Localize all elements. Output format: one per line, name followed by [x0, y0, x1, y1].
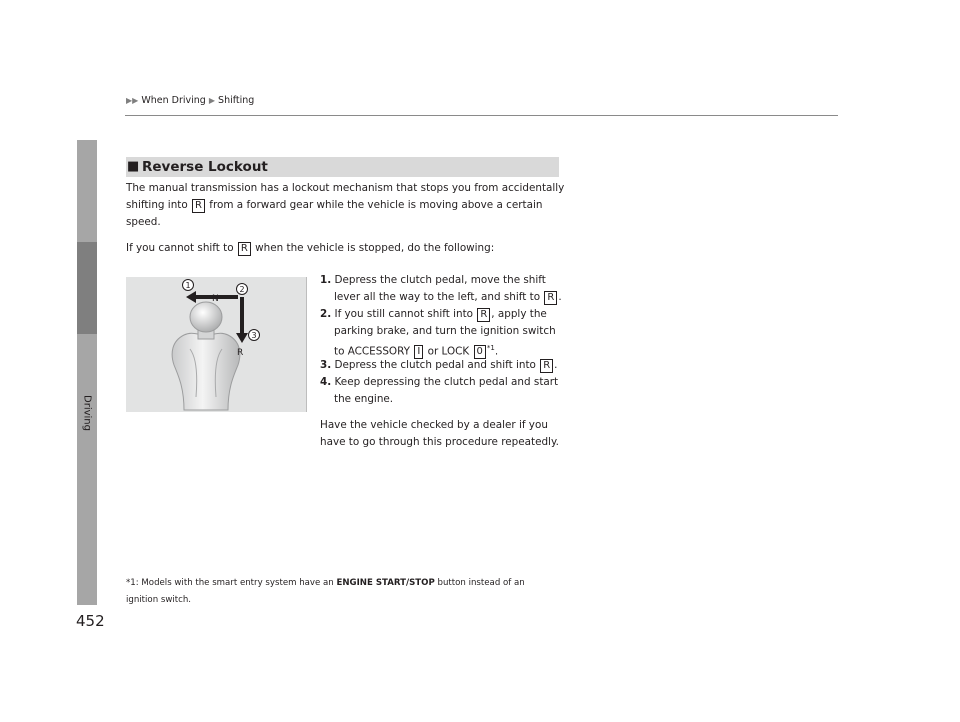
step-text: , apply the [491, 308, 547, 320]
reverse-key-icon: R [238, 242, 251, 256]
chapter-sidebar-marker [77, 242, 97, 334]
reverse-key-icon: R [540, 359, 553, 373]
breadcrumb-arrow-icon: ▶▶ [126, 96, 139, 105]
footnote-ref[interactable]: *1 [486, 344, 495, 352]
reverse-key-icon: R [544, 291, 557, 305]
lock-key-icon: 0 [474, 345, 486, 359]
intro-text: shifting into [126, 199, 188, 211]
footnote-text: button instead of an [437, 578, 525, 588]
step-1-line-2: lever all the way to the left, and shift to R . [334, 291, 562, 303]
intro-line-1: The manual transmission has a lockout mechanism that stops you from accidentally [126, 182, 565, 194]
section-heading [126, 157, 559, 177]
reverse-key-icon: R [477, 308, 490, 322]
step-text: lever all the way to the left, and shift to [334, 291, 541, 303]
section-title: Reverse Lockout [142, 159, 268, 175]
step-2-line-2: parking brake, and turn the ignition switch [334, 325, 556, 337]
cannot-shift-text: If you cannot shift to [126, 242, 234, 254]
cannot-shift-line [126, 240, 494, 257]
step-text: Depress the clutch pedal, move the shift [334, 274, 546, 286]
step-number: 4. [320, 376, 332, 388]
intro-line-2 [126, 197, 542, 214]
gear-label-n: N [212, 294, 219, 304]
breadcrumb-level2[interactable]: Shifting [218, 95, 255, 106]
callout-3: 3 [251, 331, 257, 340]
step-number: 2. [320, 308, 332, 320]
shift-lever-illustration [126, 277, 307, 412]
chapter-sidebar [77, 140, 97, 605]
step-4-line-2: the engine. [334, 393, 394, 405]
step-3-line-1: 3. Depress the clutch pedal and shift into R . [320, 359, 558, 371]
dealer-line-1: Have the vehicle checked by a dealer if you [320, 419, 548, 431]
footnote-bold-text: ENGINE START/STOP [336, 578, 435, 588]
section-square-icon: ■ [127, 159, 140, 174]
step-text: or LOCK [427, 345, 470, 358]
page-number: 452 [76, 612, 105, 630]
cannot-shift-text: when the vehicle is stopped, do the following: [255, 242, 495, 254]
step-text: to ACCESSORY [334, 345, 411, 358]
callout-1: 1 [185, 281, 191, 290]
step-text: Keep depressing the clutch pedal and start [334, 376, 559, 388]
intro-text: from a forward gear while the vehicle is moving above a certain [209, 199, 543, 211]
dealer-line-2: have to go through this procedure repeatedly. [320, 436, 559, 448]
shift-lever-icon [126, 277, 306, 412]
step-text: Depress the clutch pedal and shift into [334, 359, 536, 371]
reverse-key-icon: R [192, 199, 205, 213]
step-2-line-1 [320, 306, 547, 322]
header-divider [125, 115, 838, 116]
gear-label-r: R [237, 348, 244, 358]
breadcrumb [126, 95, 254, 106]
footnote-line-1 [126, 575, 525, 592]
step-number: 1. [320, 274, 332, 286]
step-number: 3. [320, 359, 332, 371]
step-text: If you still cannot shift into [334, 308, 473, 320]
accessory-key-icon: I [414, 345, 423, 359]
step-1-line-1 [320, 272, 546, 288]
breadcrumb-arrow-icon: ▶ [208, 96, 216, 105]
callout-2: 2 [239, 285, 245, 294]
step-2-line-3: to ACCESSORY I or LOCK 0 $^{*1}$. [334, 344, 499, 358]
footnote-text: *1: Models with the smart entry system have an [126, 578, 334, 588]
footnote-line-2: ignition switch. [126, 595, 192, 605]
step-4-line-1 [320, 374, 558, 390]
chapter-label: Driving [81, 395, 93, 431]
intro-line-3: speed. [126, 216, 161, 228]
breadcrumb-level1[interactable]: When Driving [141, 95, 206, 106]
